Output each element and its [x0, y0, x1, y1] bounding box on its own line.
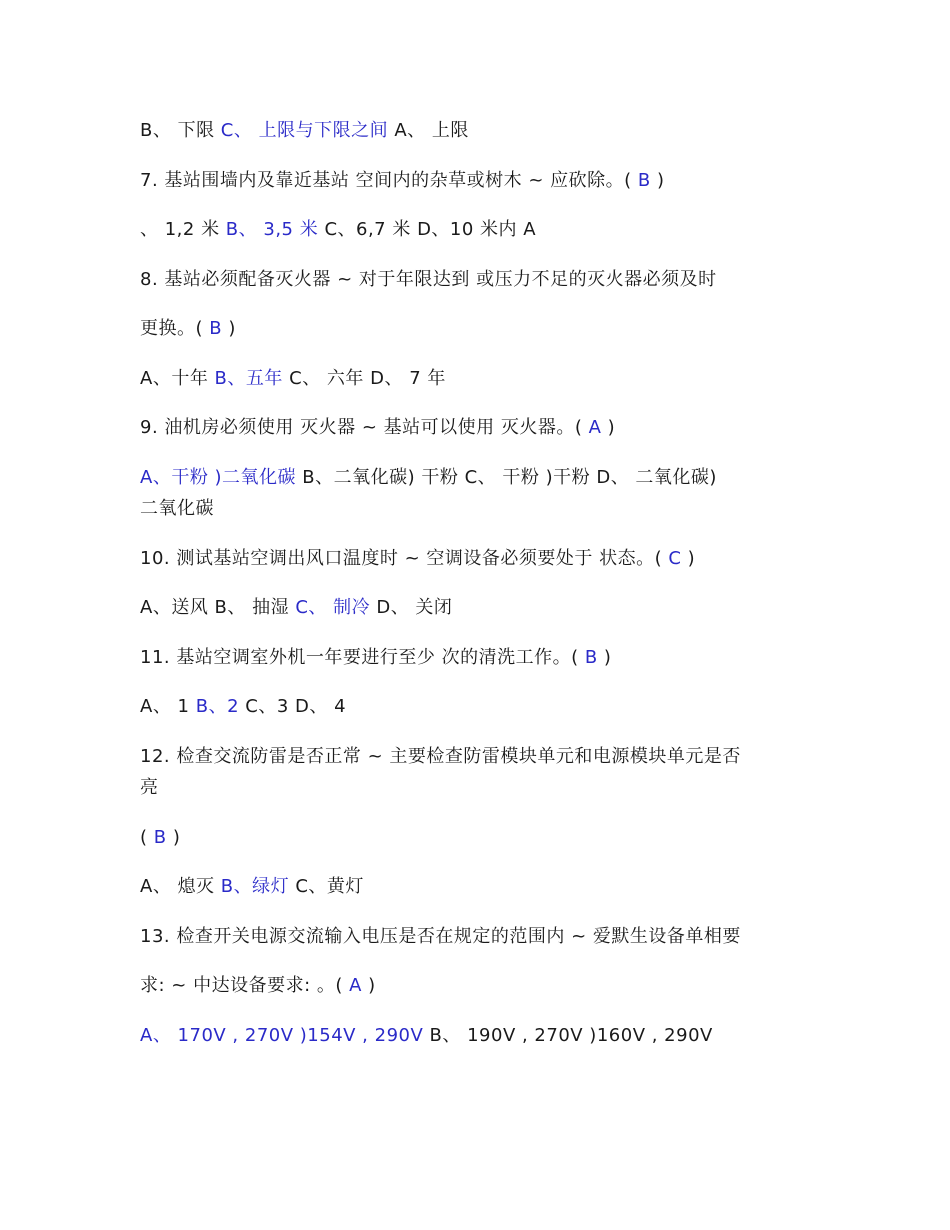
text-segment: 求: ~ 中达设备要求: 。( — [140, 975, 350, 996]
text-segment: 8. 基站必须配备灭火器 ~ 对于年限达到 或压力不足的灭火器必须及时 — [140, 269, 717, 290]
text-segment: ) — [650, 170, 665, 191]
question-8 — [140, 264, 830, 296]
text-line — [140, 214, 830, 246]
text-segment: ( — [140, 827, 154, 848]
text-segment: C、黄灯 — [295, 876, 364, 897]
text-segment: 12. 检查交流防雷是否正常 ~ 主要检查防雷模块单元和电源模块单元是否 — [140, 746, 741, 767]
text-line — [140, 313, 830, 345]
text-segment: 13. 检查开关电源交流输入电压是否在规定的范围内 ~ 爱默生设备单相要 — [140, 926, 741, 947]
answer-text: B、2 — [195, 696, 246, 717]
question-13 — [140, 921, 830, 953]
text-segment: D、 关闭 — [376, 597, 453, 618]
text-line — [140, 1020, 830, 1052]
text-segment: ) — [597, 647, 612, 668]
text-segment: ) — [166, 827, 181, 848]
answer-text: B、 3,5 米 — [225, 219, 325, 240]
text-line — [140, 772, 830, 804]
text-segment: B、二氧化碳) 干粉 C、 干粉 )干粉 D、 二氧化碳) — [302, 467, 717, 488]
text-segment: A、送风 B、 抽湿 — [140, 597, 296, 618]
question-7 — [140, 165, 830, 197]
text-segment: A、十年 — [140, 368, 215, 389]
text-line — [140, 115, 830, 147]
text-line — [140, 462, 830, 494]
text-segment: 11. 基站空调室外机一年要进行至少 次的清洗工作。( — [140, 647, 585, 668]
text-line — [140, 592, 830, 624]
answer-text: A、 170V , 270V )154V , 290V — [140, 1025, 430, 1046]
question-9 — [140, 412, 830, 444]
answer-text: A、干粉 )二氧化碳 — [140, 467, 303, 488]
question-10 — [140, 543, 830, 575]
text-segment: ) — [681, 548, 696, 569]
text-line — [140, 970, 830, 1002]
answer-text: B — [637, 170, 651, 191]
text-segment: ) — [601, 417, 616, 438]
text-segment: 7. 基站围墙内及靠近基站 空间内的杂草或树木 ~ 应砍除。( — [140, 170, 638, 191]
text-segment: ) — [361, 975, 376, 996]
text-segment: A、 熄灭 — [140, 876, 221, 897]
text-segment: 10. 测试基站空调出风口温度时 ~ 空调设备必须要处于 状态。( — [140, 548, 669, 569]
answer-text: B、五年 — [214, 368, 290, 389]
text-segment: 亮 — [140, 777, 159, 798]
answer-text: C — [668, 548, 682, 569]
text-segment: 二氧化碳 — [140, 498, 214, 519]
text-segment: B、 190V , 270V )160V , 290V — [429, 1025, 713, 1046]
answer-text: A — [588, 417, 602, 438]
text-line — [140, 691, 830, 723]
text-segment: 9. 油机房必须使用 灭火器 ~ 基站可以使用 灭火器。( — [140, 417, 589, 438]
answer-text: B、绿灯 — [220, 876, 296, 897]
text-segment: C、3 D、 4 — [245, 696, 347, 717]
answer-text: B — [584, 647, 598, 668]
text-segment: B、 下限 — [140, 120, 221, 141]
answer-text: C、 制冷 — [295, 597, 377, 618]
answer-text: B — [153, 827, 167, 848]
text-segment: A、 上限 — [394, 120, 469, 141]
text-line — [140, 363, 830, 395]
text-line — [140, 493, 830, 525]
question-11 — [140, 642, 830, 674]
text-segment: C、 六年 D、 7 年 — [289, 368, 446, 389]
answer-text: A — [349, 975, 362, 996]
answer-text: C、 上限与下限之间 — [220, 120, 395, 141]
text-segment: A、 1 — [140, 696, 196, 717]
text-segment: 更换。( — [140, 318, 210, 339]
text-segment: C、6,7 米 D、10 米内 A — [324, 219, 537, 240]
text-segment: ) — [222, 318, 236, 339]
text-line — [140, 822, 830, 854]
text-line — [140, 871, 830, 903]
answer-text: B — [209, 318, 223, 339]
question-12 — [140, 741, 830, 773]
text-segment: 、 1,2 米 — [140, 219, 226, 240]
